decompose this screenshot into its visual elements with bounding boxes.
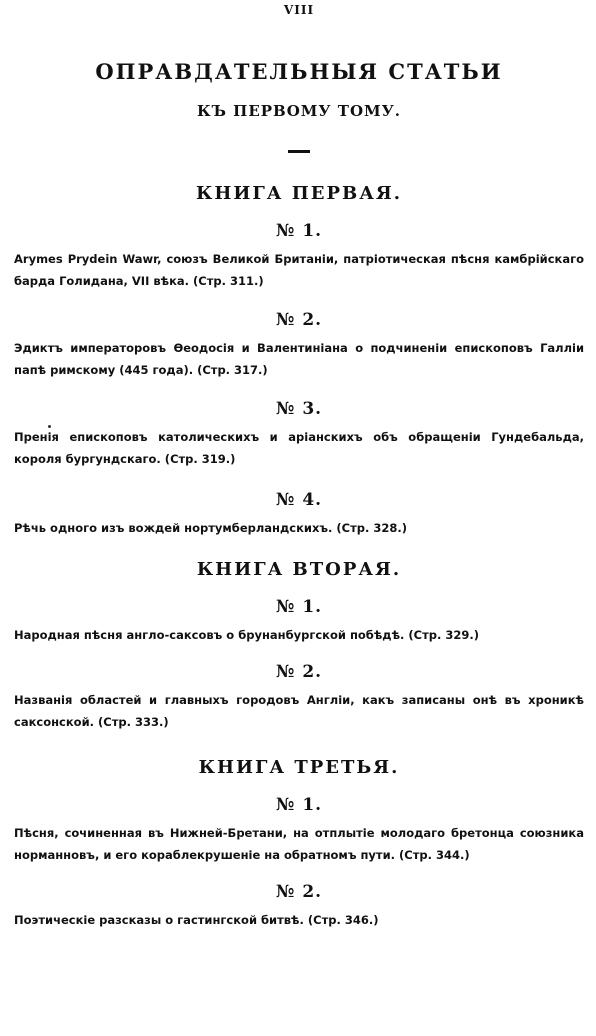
item-text-1-2: Эдиктъ императоровъ Ѳеодосія и Валентиніана о подчиненіи епископовъ Галліи папѣ римскому (445 года). (Стр. 317.) [14, 341, 584, 377]
item-number-3-1: № 1. [275, 795, 323, 815]
title-rule [288, 150, 310, 153]
item-text-3-2: Поэтическіе разсказы о гастингской битвѣ. (Стр. 346.) [14, 913, 379, 927]
item-text-3-1: Пѣсня, сочиненная въ Нижней-Бретани, на отплытіе молодаго бретонца союзника норманновъ, и его кораблекрушеніе на обратномъ пути. (Стр. 344.) [14, 826, 584, 862]
item-text-1-1: Arymes Prydein Wawr, союзъ Великой Британіи, патріотическая пѣсня камбрійскаго барда Голидана, VII вѣка. (Стр. 311.) [14, 252, 584, 288]
item-text-1-3: Пренія епископовъ католическихъ и аріанскихъ объ обращеніи Гундебальда, короля бургундскаго. (Стр. 319.) [14, 430, 584, 466]
item-number-2-2: № 2. [275, 662, 323, 682]
book-heading-3: КНИГА ТРЕТЬЯ. [198, 757, 400, 778]
book-heading-2: КНИГА ВТОРАЯ. [196, 559, 402, 580]
item-text-2-1: Народная пѣсня англо-саксовъ о брунанбургской побѣдѣ. (Стр. 329.) [14, 628, 480, 642]
book-heading-1: КНИГА ПЕРВАЯ. [195, 183, 402, 204]
page-subtitle: КЪ ПЕРВОМУ ТОМУ. [196, 102, 402, 120]
item-text-2-2: Названія областей и главныхъ городовъ Англіи, какъ записаны онѣ въ хроникѣ саксонской. (Стр. 333.) [14, 693, 584, 729]
item-number-1-4: № 4. [275, 490, 323, 510]
page-number: VIII [283, 3, 315, 17]
item-number-1-2: № 2. [275, 310, 323, 330]
item-number-3-2: № 2. [275, 882, 323, 902]
item-number-2-1: № 1. [275, 597, 323, 617]
ink-speck [48, 425, 51, 428]
item-text-1-4: Рѣчь одного изъ вождей нортумберландскихъ. (Стр. 328.) [14, 521, 407, 535]
page-title: ОПРАВДАТЕЛЬНЫЯ СТАТЬИ [95, 59, 503, 84]
item-number-1-3: № 3. [275, 399, 323, 419]
item-number-1-1: № 1. [275, 221, 323, 241]
